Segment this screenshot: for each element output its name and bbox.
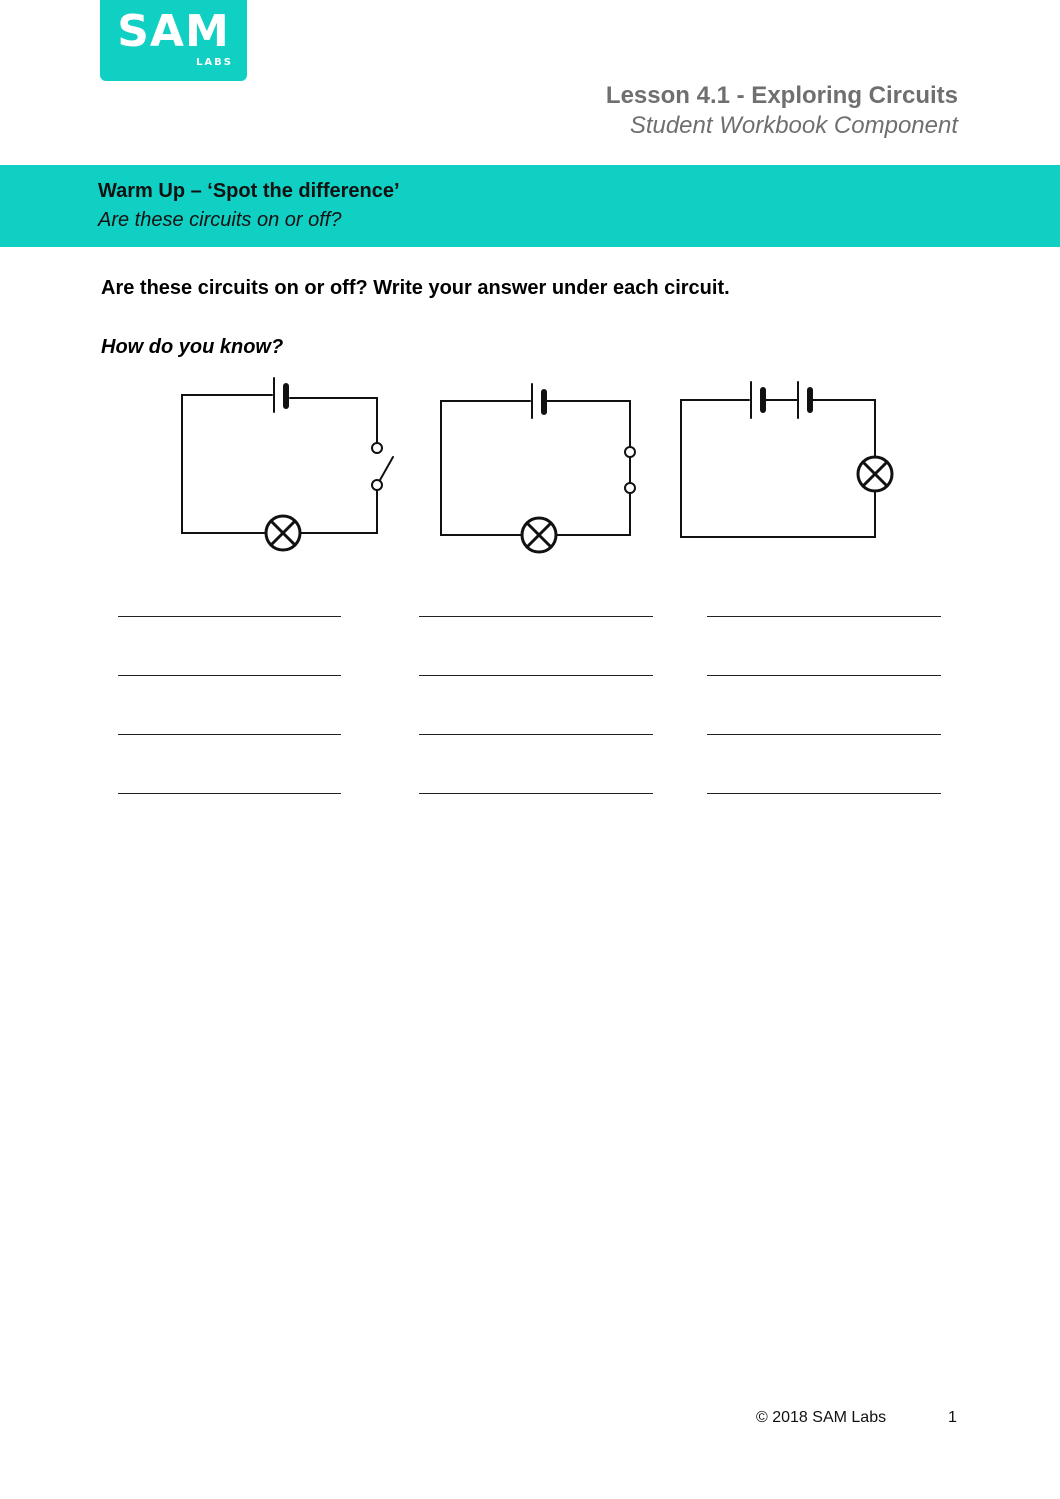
answer-line[interactable] bbox=[419, 793, 653, 794]
lesson-subtitle: Student Workbook Component bbox=[629, 112, 958, 139]
instruction-text: Are these circuits on or off? Write your answer under each circuit. bbox=[101, 277, 730, 299]
closed-switch-icon bbox=[625, 447, 635, 493]
answer-line[interactable] bbox=[118, 793, 341, 794]
battery-cell-icon bbox=[751, 382, 763, 418]
battery-cell-icon bbox=[274, 378, 286, 412]
answer-line[interactable] bbox=[118, 734, 341, 735]
circuit-3-wire bbox=[681, 400, 875, 537]
answer-line[interactable] bbox=[419, 734, 653, 735]
question-text: How do you know? bbox=[101, 336, 284, 358]
answer-line[interactable] bbox=[118, 616, 341, 617]
circuit-3 bbox=[681, 382, 892, 537]
answer-line[interactable] bbox=[707, 675, 941, 676]
page-number: 1 bbox=[948, 1409, 957, 1426]
circuit-1 bbox=[182, 378, 393, 550]
answer-line[interactable] bbox=[118, 675, 341, 676]
lesson-title: Lesson 4.1 - Exploring Circuits bbox=[605, 82, 958, 109]
circuit-1-wire bbox=[182, 395, 377, 533]
circuit-2-wire bbox=[441, 401, 630, 535]
answer-line[interactable] bbox=[707, 616, 941, 617]
lamp-icon bbox=[522, 518, 556, 552]
answer-line[interactable] bbox=[707, 734, 941, 735]
logo-word: SAM bbox=[117, 6, 230, 57]
lamp-icon bbox=[858, 457, 892, 491]
circuit-diagrams bbox=[0, 0, 1060, 600]
banner-subtitle: Are these circuits on or off? bbox=[98, 209, 342, 231]
answer-line[interactable] bbox=[707, 793, 941, 794]
answer-line[interactable] bbox=[419, 616, 653, 617]
battery-cell-icon bbox=[798, 382, 810, 418]
footer-copyright: © 2018 SAM Labs bbox=[756, 1409, 887, 1426]
logo-sub: LABS bbox=[196, 57, 233, 68]
lamp-icon bbox=[266, 516, 300, 550]
battery-cell-icon bbox=[532, 384, 544, 418]
circuit-2 bbox=[441, 384, 635, 552]
open-switch-icon bbox=[372, 443, 393, 490]
answer-line[interactable] bbox=[419, 675, 653, 676]
banner-title: Warm Up – ‘Spot the difference’ bbox=[98, 180, 400, 202]
